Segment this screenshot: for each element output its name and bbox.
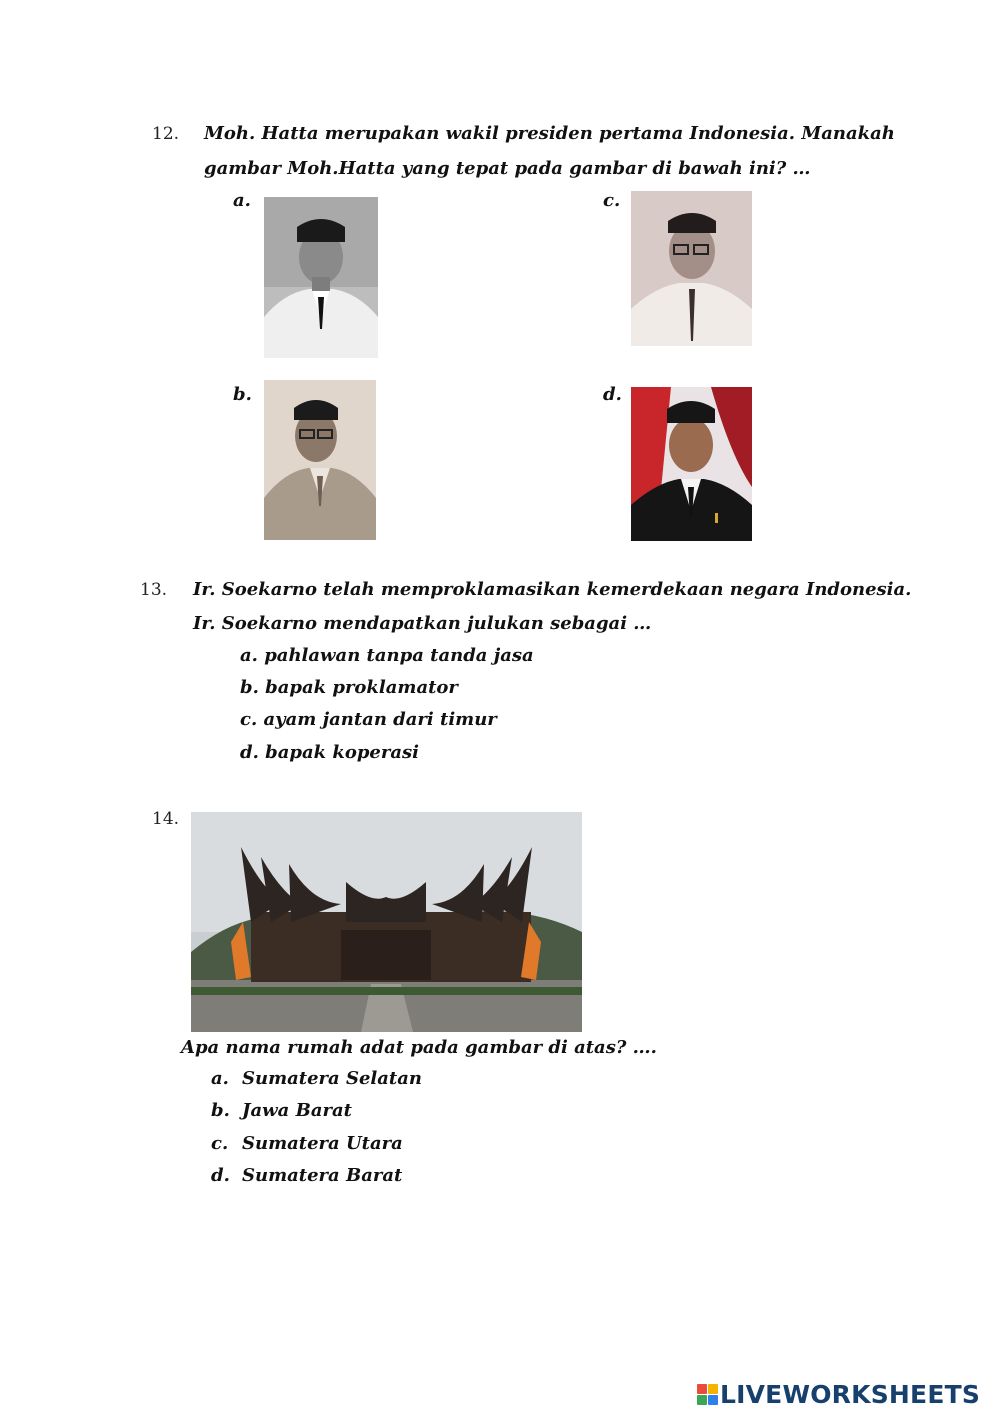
- logo-tiles-icon: [697, 1384, 718, 1405]
- question-13-line1: Ir. Soekarno telah memproklamasikan kemerdekaan negara Indonesia.: [193, 579, 912, 600]
- liveworksheets-logo[interactable]: [697, 1380, 980, 1408]
- q14-option-a[interactable]: Sumatera Selatan: [242, 1068, 422, 1089]
- question-12-number: 12.: [152, 124, 180, 144]
- q14-option-c-letter: c.: [211, 1133, 229, 1154]
- portrait-a-image[interactable]: [264, 197, 378, 358]
- q13-option-b[interactable]: b. bapak proklamator: [240, 677, 458, 698]
- question-12-line1: Moh. Hatta merupakan wakil presiden pertama Indonesia. Manakah: [204, 123, 895, 144]
- logo-tile: [708, 1384, 718, 1394]
- q14-option-a-letter: a.: [211, 1068, 229, 1089]
- portrait-b-image[interactable]: [264, 380, 376, 540]
- rumah-gadang-image[interactable]: [191, 812, 582, 1032]
- option-a-label: a.: [233, 190, 251, 211]
- q13-option-d[interactable]: d. bapak koperasi: [240, 742, 419, 763]
- q14-option-d-letter: d.: [211, 1165, 230, 1186]
- option-b-label: b.: [233, 384, 252, 405]
- logo-text: LIVEWORKSHEETS: [720, 1379, 981, 1409]
- q13-option-a[interactable]: a. pahlawan tanpa tanda jasa: [240, 645, 534, 666]
- q14-option-b[interactable]: Jawa Barat: [242, 1100, 352, 1121]
- logo-tile: [708, 1395, 718, 1405]
- q14-option-d[interactable]: Sumatera Barat: [242, 1165, 403, 1186]
- question-13-line2: Ir. Soekarno mendapatkan julukan sebagai …: [193, 613, 652, 634]
- question-14-text: Apa nama rumah adat pada gambar di atas? ….: [181, 1037, 657, 1058]
- logo-tile: [697, 1395, 707, 1405]
- question-14-number: 14.: [152, 809, 180, 829]
- portrait-c-image[interactable]: [631, 191, 752, 346]
- portrait-d-image[interactable]: [631, 387, 752, 541]
- option-c-label: c.: [603, 190, 621, 211]
- option-d-label: d.: [603, 384, 622, 405]
- q13-option-c[interactable]: c. ayam jantan dari timur: [240, 709, 497, 730]
- question-13-number: 13.: [140, 580, 168, 600]
- logo-tile: [697, 1384, 707, 1394]
- q14-option-c[interactable]: Sumatera Utara: [242, 1133, 403, 1154]
- q14-option-b-letter: b.: [211, 1100, 230, 1121]
- question-12-line2: gambar Moh.Hatta yang tepat pada gambar di bawah ini? …: [204, 158, 811, 179]
